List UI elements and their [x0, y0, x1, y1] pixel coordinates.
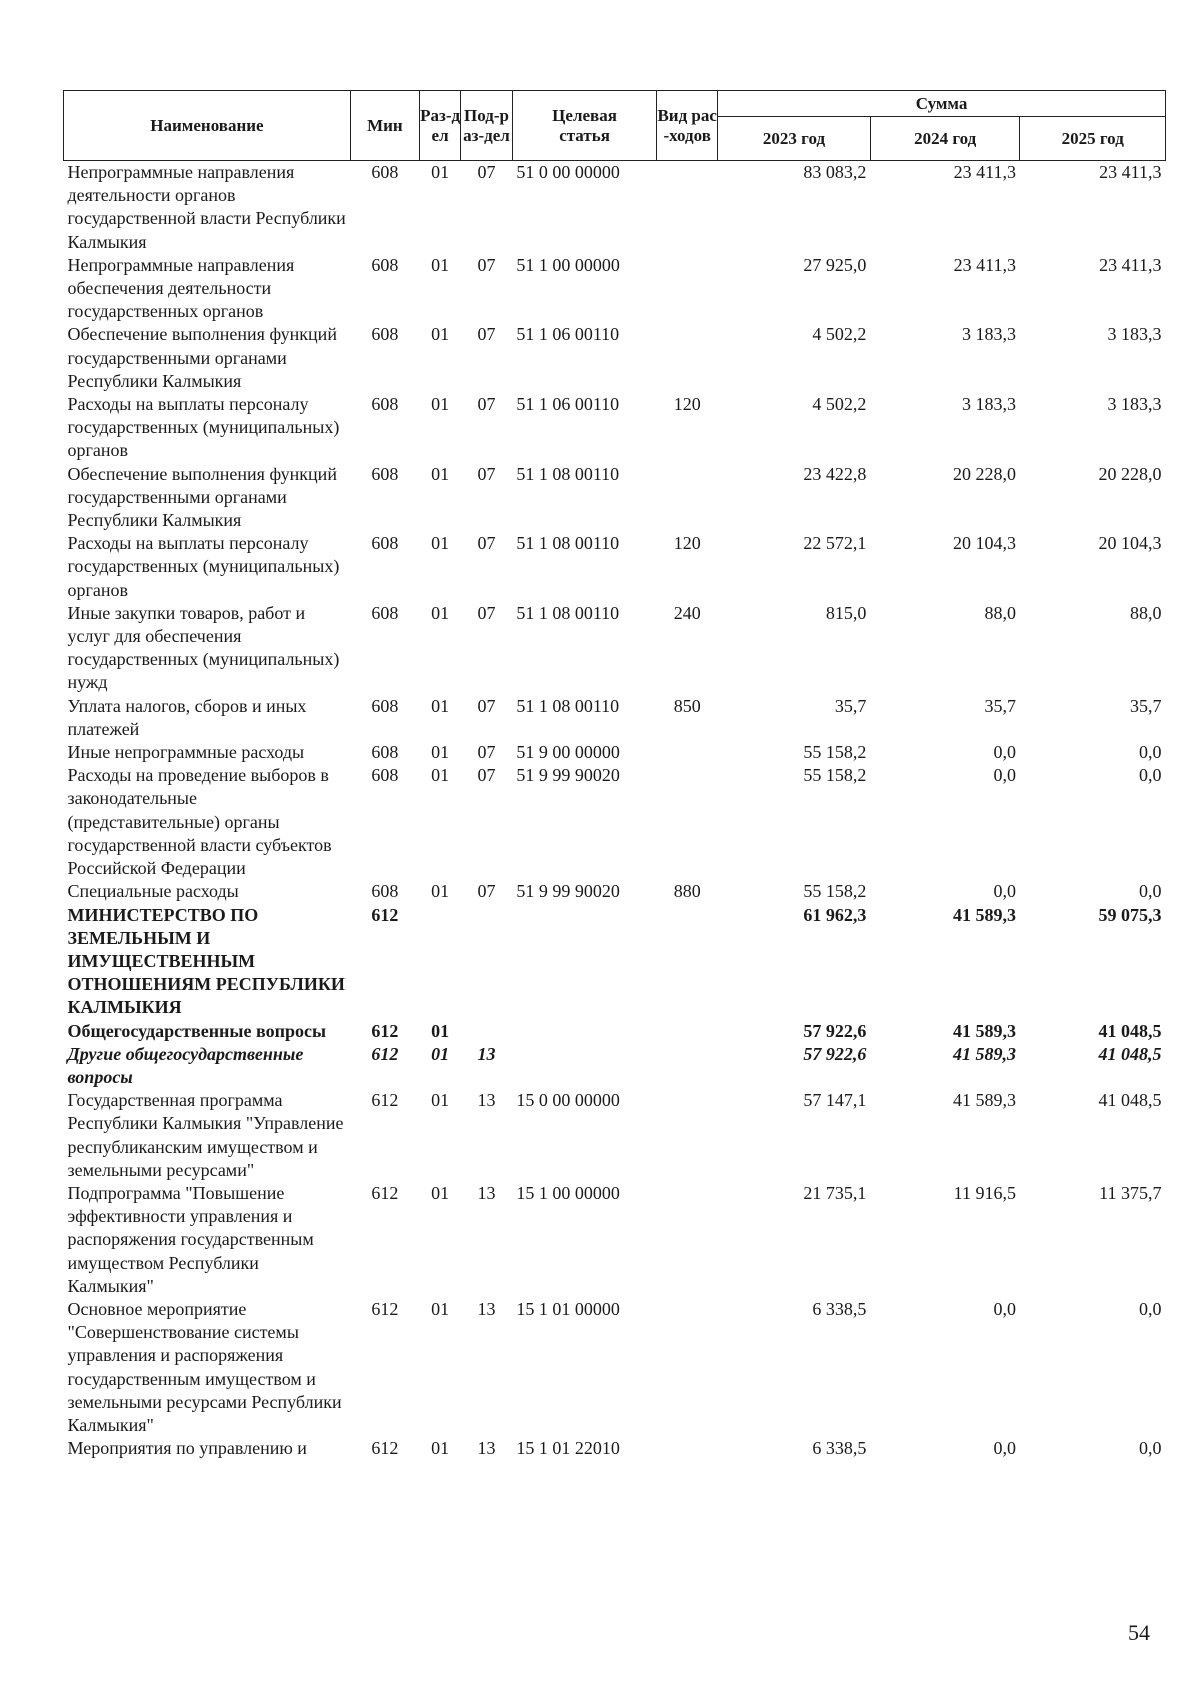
- table-body: [64, 161, 1166, 1461]
- cell-podrazdel: 13: [477, 1438, 496, 1459]
- cell-2024: 88,0: [984, 602, 1016, 623]
- cell-razdel: 01: [431, 695, 450, 716]
- cell-name: Расходы на выплаты персоналу государственных (муниципальных) органов: [67, 394, 340, 461]
- cell-2023: 55 158,2: [803, 742, 867, 763]
- cell-razdel: 01: [431, 254, 450, 275]
- cell-celevaya: 51 1 08 00110: [516, 463, 620, 484]
- cell-vid: [657, 764, 718, 880]
- cell-celevaya: 51 1 00 00000: [516, 254, 620, 275]
- cell-podrazdel: 13: [477, 1298, 496, 1319]
- cell-min: 612: [371, 1020, 399, 1041]
- cell-2023: 6 338,5: [812, 1298, 867, 1319]
- cell-podrazdel: 07: [477, 533, 496, 554]
- cell-podrazdel: 07: [477, 881, 496, 902]
- cell-vid: [657, 1437, 718, 1460]
- table-row: [64, 741, 1166, 764]
- cell-2023: 22 572,1: [803, 533, 867, 554]
- cell-razdel: 01: [431, 1090, 450, 1111]
- cell-2025: 41 048,5: [1098, 1020, 1162, 1041]
- cell-2023: 55 158,2: [803, 881, 867, 902]
- cell-vid: 120: [673, 394, 701, 415]
- cell-podrazdel: 07: [477, 765, 496, 786]
- cell-razdel: 01: [431, 324, 450, 345]
- cell-2025: 3 183,3: [1107, 324, 1162, 345]
- cell-min: 608: [371, 695, 399, 716]
- cell-name: Непрограммные направления обеспечения деятельности государственных органов: [67, 254, 295, 322]
- cell-podrazdel: 07: [477, 394, 496, 415]
- budget-table: [63, 90, 1166, 1460]
- cell-podrazdel: [461, 904, 513, 1020]
- cell-min: 608: [371, 881, 399, 902]
- cell-name: Специальные расходы: [67, 881, 239, 902]
- cell-2025: 20 228,0: [1098, 463, 1162, 484]
- cell-name: Непрограммные направления деятельности органов государственной власти Республики Калмыкия: [67, 162, 346, 252]
- cell-2024: 41 589,3: [952, 904, 1016, 925]
- cell-celevaya: 15 1 01 00000: [516, 1298, 620, 1319]
- cell-celevaya: 51 1 06 00110: [516, 394, 620, 415]
- cell-min: 608: [371, 602, 399, 623]
- cell-2025: 88,0: [1130, 602, 1162, 623]
- cell-2023: 23 422,8: [803, 463, 867, 484]
- cell-2023: 21 735,1: [803, 1182, 867, 1203]
- cell-podrazdel: 07: [477, 162, 496, 182]
- table-row: [64, 904, 1166, 1020]
- cell-razdel: 01: [431, 1043, 450, 1064]
- cell-celevaya: 15 1 00 00000: [516, 1182, 620, 1203]
- table-row: [64, 1182, 1166, 1298]
- cell-celevaya: 15 0 00 00000: [516, 1090, 620, 1111]
- cell-celevaya: 51 9 00 00000: [516, 742, 620, 763]
- cell-vid: [657, 463, 718, 533]
- cell-podrazdel: 07: [477, 463, 496, 484]
- cell-celevaya: 51 9 99 90020: [516, 881, 620, 902]
- cell-vid: [657, 1020, 718, 1043]
- header-celevaya: Целевая статья: [512, 91, 656, 161]
- cell-2024: 0,0: [993, 1438, 1016, 1459]
- header-2024: 2024 год: [870, 117, 1020, 161]
- cell-vid: [657, 1298, 718, 1437]
- cell-razdel: 01: [431, 394, 450, 415]
- table-row: [64, 1089, 1166, 1182]
- cell-vid: [657, 1043, 718, 1089]
- cell-2024: 0,0: [993, 765, 1016, 786]
- cell-razdel: 01: [431, 162, 450, 182]
- cell-min: 612: [371, 1090, 399, 1111]
- cell-razdel: 01: [431, 1298, 450, 1319]
- cell-2024: 41 589,3: [952, 1043, 1016, 1064]
- cell-2023: 35,7: [834, 695, 867, 716]
- cell-name: Государственная программа Республики Калмыкия "Управление республиканским имуществом и земельными ресурсами": [67, 1090, 344, 1180]
- cell-2025: 35,7: [1130, 695, 1162, 716]
- cell-min: 608: [371, 394, 399, 415]
- cell-celevaya: 51 9 99 90020: [516, 765, 620, 786]
- table-row: [64, 695, 1166, 741]
- cell-razdel: 01: [431, 1182, 450, 1203]
- cell-min: 608: [371, 533, 399, 554]
- cell-2024: 11 916,5: [953, 1182, 1016, 1203]
- cell-2025: 0,0: [1139, 881, 1162, 902]
- table-row: [64, 764, 1166, 880]
- cell-min: 608: [371, 742, 399, 763]
- header-2025: 2025 год: [1020, 117, 1166, 161]
- table-row: [64, 254, 1166, 324]
- table-row: [64, 532, 1166, 602]
- cell-2024: 0,0: [993, 1298, 1016, 1319]
- cell-2024: 41 589,3: [952, 1020, 1016, 1041]
- cell-2023: 57 922,6: [803, 1043, 867, 1064]
- table-row: [64, 393, 1166, 463]
- cell-2023: 4 502,2: [812, 324, 867, 345]
- cell-celevaya: [512, 1043, 656, 1089]
- cell-celevaya: 51 1 08 00110: [516, 533, 620, 554]
- cell-2024: 23 411,3: [953, 162, 1016, 182]
- header-name: Наименование: [64, 91, 351, 161]
- table-row: [64, 161, 1166, 254]
- cell-podrazdel: 13: [477, 1043, 496, 1064]
- cell-vid: [657, 254, 718, 324]
- cell-razdel: 01: [431, 1438, 450, 1459]
- cell-min: 608: [371, 324, 399, 345]
- cell-2025: 41 048,5: [1098, 1090, 1162, 1111]
- header-min: Мин: [350, 91, 419, 161]
- cell-min: 612: [371, 1043, 399, 1064]
- cell-name: Уплата налогов, сборов и иных платежей: [67, 695, 307, 739]
- cell-celevaya: 51 1 08 00110: [516, 602, 620, 623]
- cell-2025: 23 411,3: [1099, 162, 1162, 182]
- cell-2025: 11 375,7: [1099, 1182, 1162, 1203]
- cell-podrazdel: 13: [477, 1090, 496, 1111]
- cell-name: Обеспечение выполнения функций государственными органами Республики Калмыкия: [67, 463, 337, 531]
- table-row: [64, 1298, 1166, 1437]
- cell-name: Мероприятия по управлению и: [67, 1438, 307, 1459]
- cell-name: Общегосударственные вопросы: [67, 1020, 326, 1041]
- cell-razdel: 01: [431, 1020, 450, 1041]
- cell-2023: 4 502,2: [812, 394, 867, 415]
- cell-2024: 20 104,3: [952, 533, 1016, 554]
- cell-podrazdel: 07: [477, 324, 496, 345]
- cell-2024: 0,0: [993, 742, 1016, 763]
- cell-podrazdel: 07: [477, 695, 496, 716]
- cell-vid: [657, 323, 718, 393]
- table-row: [64, 1043, 1166, 1089]
- cell-2025: 23 411,3: [1099, 254, 1162, 275]
- cell-2023: 57 147,1: [803, 1090, 867, 1111]
- table-row: [64, 880, 1166, 903]
- cell-celevaya: 51 1 06 00110: [516, 324, 620, 345]
- cell-2025: 0,0: [1139, 1438, 1162, 1459]
- cell-min: 612: [371, 1438, 399, 1459]
- cell-2023: 61 962,3: [803, 904, 867, 925]
- cell-2025: 20 104,3: [1098, 533, 1162, 554]
- table-row: [64, 463, 1166, 533]
- cell-razdel: 01: [431, 881, 450, 902]
- cell-celevaya: 51 0 00 00000: [516, 162, 620, 182]
- cell-razdel: 01: [431, 765, 450, 786]
- table-row: [64, 602, 1166, 695]
- cell-name: Другие общегосударственные вопросы: [67, 1043, 304, 1087]
- cell-2023: 815,0: [825, 602, 867, 623]
- cell-name: МИНИСТЕРСТВО ПО ЗЕМЕЛЬНЫМ И ИМУЩЕСТВЕННЫМ ОТНОШЕНИЯМ РЕСПУБЛИКИ КАЛМЫКИЯ: [67, 904, 345, 1018]
- table-row: [64, 323, 1166, 393]
- cell-vid: 240: [673, 602, 701, 623]
- table-header: [64, 91, 1166, 161]
- cell-2024: 41 589,3: [952, 1090, 1016, 1111]
- cell-2025: 59 075,3: [1098, 904, 1162, 925]
- cell-celevaya: 51 1 08 00110: [516, 695, 620, 716]
- cell-2025: 0,0: [1139, 765, 1162, 786]
- cell-2024: 0,0: [993, 881, 1016, 902]
- cell-min: 608: [371, 162, 399, 182]
- cell-2023: 83 083,2: [803, 162, 867, 182]
- cell-name: Обеспечение выполнения функций государственными органами Республики Калмыкия: [67, 324, 337, 391]
- cell-podrazdel: 07: [477, 602, 496, 623]
- header-podrazdel: Под-раз-дел: [461, 91, 513, 161]
- header-summa: Сумма: [718, 91, 1166, 117]
- cell-name: Расходы на выплаты персоналу государственных (муниципальных) органов: [67, 533, 340, 600]
- cell-vid: 120: [673, 533, 701, 554]
- table-row: [64, 1437, 1166, 1460]
- cell-name: Расходы на проведение выборов в законодательные (представительные) органы государственной власти субъектов Российской Федерации: [67, 765, 332, 879]
- cell-2024: 3 183,3: [961, 324, 1016, 345]
- cell-2024: 23 411,3: [953, 254, 1016, 275]
- page-number: 54: [1128, 1620, 1150, 1645]
- cell-razdel: 01: [431, 602, 450, 623]
- cell-vid: [657, 1089, 718, 1182]
- cell-celevaya: [512, 904, 656, 1020]
- cell-podrazdel: 07: [477, 254, 496, 275]
- cell-name: Иные непрограммные расходы: [67, 742, 305, 763]
- cell-min: 608: [371, 463, 399, 484]
- table-row: [64, 1020, 1166, 1043]
- cell-min: 608: [371, 254, 399, 275]
- cell-name: Подпрограмма "Повышение эффективности управления и распоряжения государственным имуществом Республики Калмыкия": [67, 1182, 314, 1296]
- cell-razdel: 01: [431, 463, 450, 484]
- cell-podrazdel: 13: [477, 1182, 496, 1203]
- cell-razdel: 01: [431, 742, 450, 763]
- cell-2023: 55 158,2: [803, 765, 867, 786]
- cell-vid: 850: [673, 695, 701, 716]
- cell-min: 612: [371, 1298, 399, 1319]
- cell-2025: 0,0: [1139, 742, 1162, 763]
- header-vid: Вид рас-ходов: [657, 91, 718, 161]
- cell-vid: 880: [673, 881, 701, 902]
- cell-2024: 3 183,3: [961, 394, 1016, 415]
- header-2023: 2023 год: [718, 117, 871, 161]
- cell-vid: [657, 741, 718, 764]
- cell-2024: 35,7: [984, 695, 1016, 716]
- cell-celevaya: [512, 1020, 656, 1043]
- cell-min: 608: [371, 765, 399, 786]
- cell-min: 612: [371, 904, 399, 925]
- cell-vid: [657, 161, 718, 254]
- cell-2025: 41 048,5: [1098, 1043, 1162, 1064]
- cell-min: 612: [371, 1182, 399, 1203]
- cell-podrazdel: 07: [477, 742, 496, 763]
- cell-name: Основное мероприятие "Совершенствование системы управления и распоряжения государственным имуществом и земельными ресурсами Республики Калмыкия": [67, 1298, 342, 1435]
- cell-celevaya: 15 1 01 22010: [516, 1438, 620, 1459]
- cell-vid: [657, 1182, 718, 1298]
- cell-name: Иные закупки товаров, работ и услуг для обеспечения государственных (муниципальных) нужд: [67, 602, 340, 693]
- cell-razdel: [419, 904, 460, 1020]
- cell-podrazdel: [461, 1020, 513, 1043]
- cell-2023: 6 338,5: [812, 1438, 867, 1459]
- header-razdel: Раз-дел: [419, 91, 460, 161]
- cell-2023: 57 922,6: [803, 1020, 867, 1041]
- cell-2024: 20 228,0: [952, 463, 1016, 484]
- cell-2025: 3 183,3: [1107, 394, 1162, 415]
- cell-2023: 27 925,0: [803, 254, 867, 275]
- cell-2025: 0,0: [1139, 1298, 1162, 1319]
- cell-razdel: 01: [431, 533, 450, 554]
- cell-vid: [657, 904, 718, 1020]
